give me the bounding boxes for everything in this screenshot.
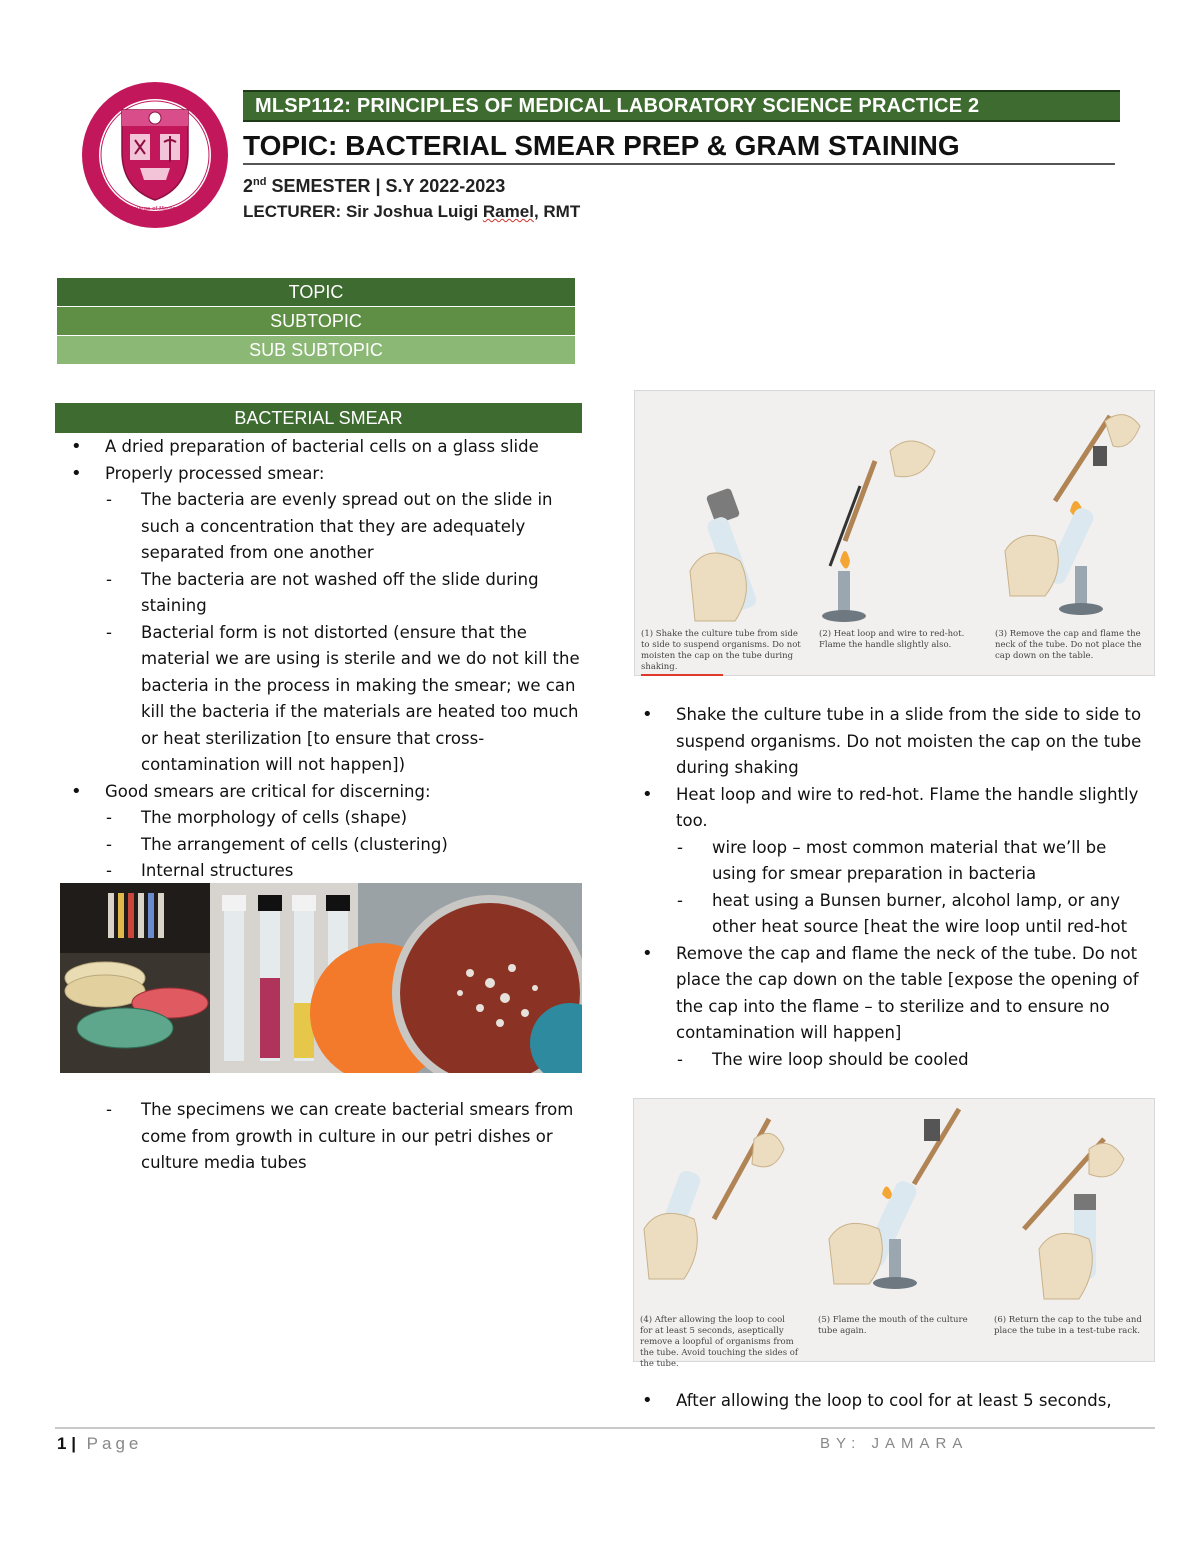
page-number — [57, 1433, 142, 1455]
sub-list-item: - The wire loop should be cooled — [626, 1047, 1156, 1074]
list-item: • Shake the culture tube in a slide from the side to side to suspend organisms. Do not moisten the cap on the tube during shaking — [626, 702, 1156, 782]
culture-media-photo — [60, 883, 582, 1073]
lecturer-surname: Ramel — [482, 202, 534, 221]
footer-divider — [55, 1427, 1155, 1429]
list-item: • Properly processed smear: — [55, 461, 580, 488]
figure-1-illustration — [635, 391, 1156, 631]
sub-list-item: - wire loop – most common material that we’ll be using for smear preparation in bacteria — [626, 835, 1156, 888]
author-byline: BY: JAMARA — [820, 1435, 969, 1452]
sub-list-item: - The bacteria are evenly spread out on the slide in such a concentration that they are adequately separated from one another — [55, 487, 580, 567]
sub-list-item: - Bacterial form is not distorted (ensure that the material we are using is sterile and we do not kill the bacteria in the process in making the smear; we can kill the bacteria if the materials are heated too much or heat sterilization [to ensure that cross-contamination will not happen]) — [55, 620, 580, 779]
semester-ordinal: nd — [253, 176, 267, 188]
lecturer-line — [243, 200, 580, 224]
figure-2-caption-6: (6) Return the cap to the tube and place the tube in a test-tube rack. — [994, 1315, 1142, 1336]
heading-legend — [57, 278, 575, 365]
aseptic-technique-figure-2 — [633, 1098, 1155, 1369]
figure-2-illustration — [634, 1099, 1156, 1309]
lecturer-suffix: , RMT — [533, 202, 581, 221]
progress-marker — [641, 674, 723, 676]
left-notes-continued — [55, 1097, 580, 1177]
list-item: • After allowing the loop to cool for at least 5 seconds, — [626, 1388, 1156, 1415]
right-notes-continued — [626, 1388, 1156, 1415]
figure-2-caption-5: (5) Flame the mouth of the culture tube again. — [818, 1315, 968, 1336]
section-heading: BACTERIAL SMEAR — [55, 403, 582, 433]
semester-line — [243, 169, 505, 199]
figure-2-caption-4: (4) After allowing the loop to cool for at least 5 seconds, aseptically remove a loopful of organisms from the tube. Avoid touching the sides of the tube. — [640, 1315, 799, 1369]
list-item: • Good smears are critical for discerning: — [55, 779, 580, 806]
figure-1-caption-2: (2) Heat loop and wire to red-hot. Flame the handle slightly also. — [819, 629, 965, 650]
sub-list-item: - heat using a Bunsen burner, alcohol lamp, or any other heat source [heat the wire loop until red-hot — [626, 888, 1156, 941]
figure-1-caption-1: (1) Shake the culture tube from side to side to suspend organisms. Do not moisten the cap on the tube during shaking. — [641, 629, 801, 672]
list-item: • A dried preparation of bacterial cells on a glass slide — [55, 434, 580, 461]
sub-list-item: - The bacteria are not washed off the slide during staining — [55, 567, 580, 620]
list-item: • Heat loop and wire to red-hot. Flame the handle slightly too. — [626, 782, 1156, 835]
lecturer-prefix: LECTURER: Sir Joshua Luigi — [243, 202, 483, 221]
page-label: Page — [86, 1434, 143, 1453]
left-notes — [55, 434, 580, 885]
course-title: MLSP112: PRINCIPLES OF MEDICAL LABORATORY SCIENCE PRACTICE 2 — [255, 95, 980, 117]
list-item: • Remove the cap and flame the neck of the tube. Do not place the cap down on the table [expose the opening of the cap into the flame – to sterilize and to ensure no contamination will happen] — [626, 941, 1156, 1047]
topic-title: TOPIC: BACTERIAL SMEAR PREP & GRAM STAINING — [243, 129, 1115, 165]
figure-1-caption-3: (3) Remove the cap and flame the neck of the tube. Do not place the cap down on the table. — [995, 629, 1142, 661]
sub-list-item: - Internal structures — [55, 858, 580, 885]
course-title-bar — [243, 90, 1120, 122]
legend-subtopic: SUBTOPIC — [57, 307, 575, 335]
sub-list-item: - The morphology of cells (shape) — [55, 805, 580, 832]
svg-text:Laboratory Science: Laboratory Science — [128, 213, 182, 219]
svg-text:College of Medical: College of Medical — [129, 206, 181, 212]
legend-sub-subtopic: SUB SUBTOPIC — [57, 336, 575, 364]
aseptic-technique-figure-1 — [634, 390, 1155, 676]
page-separator: | — [66, 1434, 81, 1453]
university-logo — [80, 80, 230, 230]
page-number-value: 1 — [57, 1434, 67, 1453]
semester-text: SEMESTER | S.Y 2022-2023 — [266, 176, 506, 196]
sub-list-item: - The specimens we can create bacterial smears from come from growth in culture in our petri dishes or culture media tubes — [55, 1097, 580, 1177]
legend-topic: TOPIC — [57, 278, 575, 306]
semester-number: 2 — [243, 176, 254, 196]
sub-list-item: - The arrangement of cells (clustering) — [55, 832, 580, 859]
right-notes — [626, 702, 1156, 1073]
